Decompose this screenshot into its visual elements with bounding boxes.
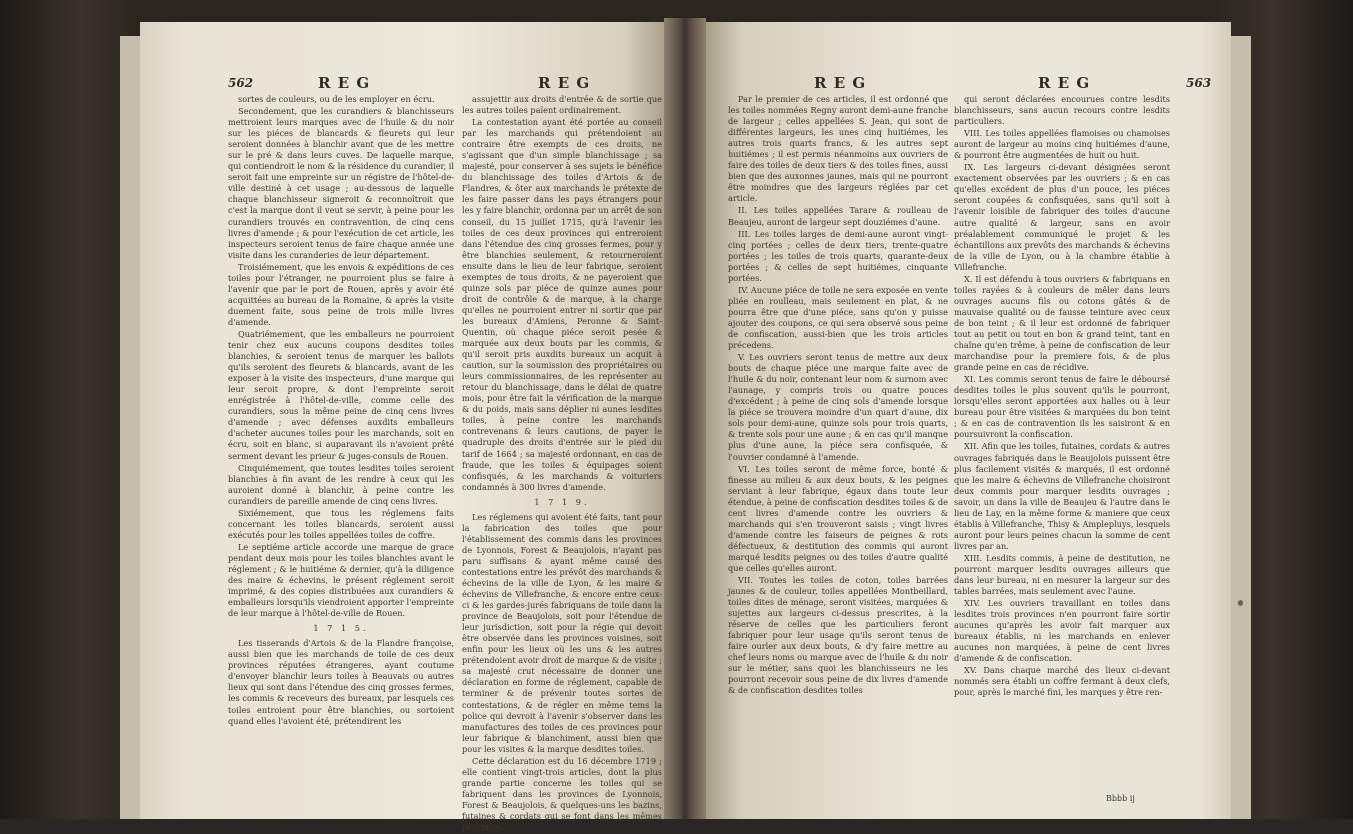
paragraph: VIII. Les toiles appellées flamoises ou chamoises auront de largeur au moins cinq huitiémes d'aune, & pourront être augmentées de huit ou huit.	[954, 128, 1170, 161]
bookmark-dot	[1238, 600, 1243, 606]
paragraph: Cinquiémement, que toutes lesdites toiles seroient blanchies à fin avant de les rendre à ceux qui les auroient donné à blanchir, à peine contre les curandiers de pareille amende de cinq cens livres.	[228, 462, 454, 506]
paragraph: XIII. Lesdits commis, à peine de destitution, ne pourront marquer lesdits ouvrages ailleurs que dans leur bureau, ni en mesurer la largeur sur des tables barrées, mais seulement avec l'aune.	[954, 552, 1170, 597]
right-header-right: R E G	[1038, 74, 1091, 92]
paragraph: Troisiémement, que les envois & expéditions de ces toiles pour l'étranger, ne pourroient plus se faire à l'avenir que par le port de Rouen, après y avoir été acquittées au bureau de la Romaine, & après la visite duement faite, sous peine de trois mille livres d'amende.	[228, 261, 454, 327]
paragraph: Sixiémement, que tous les réglemens faits concernant les toiles blancards, seroient aussi exécutés pour les toiles appellées toiles de coffre.	[228, 507, 454, 540]
book-spine	[664, 18, 706, 819]
paragraph: III. Les toiles larges de demi-aune auront vingt-cinq portées ; celles de deux tiers, trente-quatre portées ; les toiles de trois quarts, quarante-deux portées ; & celles de sept huitiémes, cinquante portées.	[728, 228, 948, 283]
paragraph: IV. Aucune piéce de toile ne sera exposée en vente pliée en roulleau, mais seulement en plat, & ne pourra être que d'une piéce, sans qu'on y puisse ajouter des coupons, ce qui sera observé sous peine de confiscation, aussi-bien que les trois articles précedens.	[728, 284, 948, 351]
paragraph: IX. Les largeurs ci-devant désignées seront exactement observées par les ouvriers ; & en cas qu'elles excédent de plus d'un pouce, les piéces seront coupées & confisquées, sans qu'il soit à l'avenir loisible de fabriquer des toiles d'aucune autre qualité & largeur, sans en avoir préalablement communiqué le projet & les échantillons aux prevôts des marchands & échevins de la ville de Lyon, ou à la chambre établie à Villefranche.	[954, 162, 1170, 272]
left-page	[140, 22, 666, 833]
left-header-left: R E G	[318, 74, 371, 92]
paragraph: 1 7 1 9.	[534, 496, 590, 507]
right-column-2	[954, 94, 1170, 700]
paragraph: Par le premier de ces articles, il est ordonné que les toiles nommées Regny auront demi-aune franche de largeur ; celles appellées S. Jean, qui sont de différentes largeurs, les unes cinq huitiémes, les autres trois quarts francs, & les autres sept huitiémes ; il est permis néanmoins aux ouvriers de faire des toiles de deux tiers & des toiles fines, aussi bien que des auxonnes jaunes, mais qui ne pourront être moindres que des largeurs réglées par cet article.	[728, 94, 948, 204]
right-page	[706, 22, 1231, 819]
left-column-1	[228, 94, 454, 728]
left-page-number: 562	[228, 76, 254, 90]
paragraph: Cette déclaration est du 16 décembre 1719 ; elle contient vingt-trois articles, dont la plus grande partie concerne les toiles qui se fabriquent dans les provinces de Lyonnois, Forest & Beaujolois, & quelques-uns les bazins, futaines & cordats qui se font dans les mêmes provinces.	[462, 755, 662, 833]
paragraph: qui seront déclarées encourues contre lesdits blanchisseurs, sans aucun recours contre lesdits particuliers.	[954, 94, 1170, 127]
paragraph: Les tisserands d'Artois & de la Flandre françoise, aussi bien que les marchands de toile de ces deux provinces réputées étrangeres, ayant coutume d'envoyer blanchir leurs toiles à Beauvais ou autres lieux qui sont dans l'étendue des cinq grosses fermes, les commis & receveurs des bureaux, par lesquels ces toiles entroient pour être blanchies, ou sortoient quand elles l'avoient été, prétendirent les	[228, 638, 454, 726]
left-column-2	[462, 94, 662, 834]
paragraph: Les réglemens qui avoient été faits, tant pour la fabrication des toiles que pour l'établissement des commis dans les provinces de Lyonnois, Forest & Beaujolois, n'ayant pas paru suffisans & ayant même causé des contestations entre les prévôt des marchands & échevins de la ville de Lyon, & les maire & échevins de Villefranche, & encore entre ceux-ci & les gardes-jurés fabriquans de toile dans la province de Beaujolois, soit pour l'étendue de leur jurisdiction, soit pour la régie qui devoit être observée dans les provinces voisines, soit enfin pour les lieux où les uns & les autres prétendoient avoir droit de marque & de visite ; sa majesté crut nécessaire de donner une déclaration en forme de réglement, capable de terminer & de prévenir toutes sortes de contestations, & de régler en même tems la police qui devroit à l'avenir s'observer dans les manufactures des toiles de ces provinces pour leur fabrique & blanchiment, aussi bien que pour les visites & la marque desdites toiles.	[462, 511, 662, 754]
paragraph: VI. Les toiles seront de même force, bonté & finesse au milieu & aux deux bouts, & les peignes serviant à leur fabrique, égaux dans toute leur étendue, à peine de confiscation desdites toiles & de cent livres d'amende contre les ouvriers & marchands qui s'en trouveront saisis ; vingt livres d'amende contre les faiseurs de peignes & rots défectueux, & destitution des commis qui auront marqué lesdits peignes ou des toiles d'autre qualité que celles qu'elles auront.	[728, 463, 948, 573]
paragraph: 1 7 1 5.	[313, 623, 369, 634]
signature-mark: Bbbb ij	[1106, 794, 1135, 803]
right-header-left: R E G	[814, 74, 867, 92]
right-column-1	[728, 94, 948, 698]
paragraph: sortes de couleurs, ou de les employer en écru.	[238, 94, 435, 104]
paragraph: XI. Les commis seront tenus de faire le déboursé desdites toiles le plus souvent qu'ils le pourront, lorsqu'elles seront apportées aux halles ou à leur bureau pour être visitées & marquées du bon teint ; & en cas de contravention ils les saisiront & en poursuivront la confiscation.	[954, 374, 1170, 440]
left-page-edges	[120, 36, 142, 819]
paragraph: XII. Afin que les toiles, futaines, cordats & autres ouvrages fabriqués dans le Beaujolois puissent être plus facilement visités & marqués, il est ordonné que les maire & échevins de Villefranche choisiront deux commis pour marquer lesdits ouvrages ; savoir, un dans la ville de Beaujeu & l'autre dans le lieu de Lay, en la même forme & maniere que ceux établis à Villefranche, Thisy & Amplepluys, lesquels auront pour leurs peines chacun la somme de cent livres par an.	[954, 441, 1170, 551]
paragraph: VII. Toutes les toiles de coton, toiles barrées jaunes & de couleur, toiles appellées Montbeillard, toiles dites de ménage, seront visitées, marquées & sujettes aux largeurs ci-dessus prescrites, à la réserve de celles que les particuliers feront fabriquer pour leur usage qu'ils seront tenus de faire ourler aux deux bouts, & d'y faire mettre au chef leurs noms ou marque avec de l'huile & du noir sur le métier, sans quoi les blanchisseurs ne les pourront recevoir sous peine de dix livres d'amende & de confiscation desdites toiles	[728, 575, 948, 696]
paragraph: La contestation ayant été portée au conseil par les marchands qui prétendoient au contraire être exempts de ces droits, ne s'agissant que d'un simple blanchissage ; sa majesté, pour conserver à ses sujets le bénéfice du blanchissage des toiles d'Artois & de Flandres, & ôter aux marchands le prétexte de les faire passer dans les pays étrangers pour les y faire blanchir, ordonna par un arrêt de son conseil, du 15 juillet 1715, qu'à l'avenir les toiles de ces deux provinces qui entreroient dans l'étendue des cinq grosses fermes, pour y être blanchies seulement, & retourneroient ensuite dans le lieu de leur fabrique, seroient exemptes de tous droits, & ne payeroient que quinze sols par piéce de quinze aunes pour droit de contrôle & de marque, à la charge qu'elles ne pourroient entrer ni sortir que par les bureaux d'Amiens, Peronne & Saint-Quentin, où chaque piéce seroit pesée & marquée aux deux bouts par les commis, & qu'il seroit pris auxdits bureaux un acquit à caution, sur la soumission des propriétaires ou leurs commissionnaires, de les représenter au retour du blanchissage, dans le délai de quatre mois, pour être fait la vérification de la marque & du poids, mais sans déplier ni aunes lesdites toiles, à peine contre les marchands contrevenans & leurs cautions, de payer le quadruple des droits d'entrée sur le pied du tarif de 1664 ; sa majesté ordonnant, en cas de fraude, que les toiles & équipages soient confisqués, & les marchands & voituriers condamnés à 300 livres d'amende.	[462, 117, 662, 492]
right-page-number: 563	[1186, 76, 1212, 90]
paragraph: X. Il est défendu à tous ouvriers & fabriquans en toiles rayées & à couleurs de mêler dans leurs ouvrages aucuns fils ou cotons gâtés & de mauvaise qualité ou de fausse teinture avec ceux de bon teint ; & il leur est ordonné de fabriquer tout au petit ou tout en bon & grand teint, tant en chaîne qu'en trême, à peine de confiscation de leur marchandise pour la premiere fois, & de plus grande peine en cas de récidive.	[954, 273, 1170, 373]
paragraph: Le septiéme article accorde une marque de grace pendant deux mois pour les toiles blanchies avant le réglement ; & le huitiéme & dernier, qu'à la diligence des maire & échevins, le présent réglement seroit imprimé, & des copies distribuées aux curandiers & emballeurs lorsqu'ils viendroient apporter l'empreinte de leur marque à l'hôtel-de-ville de Rouen.	[228, 541, 454, 619]
paragraph: V. Les ouvriers seront tenus de mettre aux deux bouts de chaque piéce une marque faite avec de l'huile & du noir, contenant leur nom & surnom avec l'aunage, y compris trois ou quatre pouces d'excédent ; à peine de cinq sols d'amende lorsque la piéce se trouvera moindre d'un quart d'aune, dix sols pour demi-aune, quinze sols pour trois quarts, & trente sols pour une aune ; & en cas qu'il manque plus d'une aune, la piéce sera confisquée, & l'ouvrier condamné à l'amende.	[728, 352, 948, 462]
paragraph: Secondement, que les curandiers & blanchisseurs mettroient leurs marques avec de l'huile & du noir sur les piéces de blancards & fleurets qui leur seroient données à blanchir avant que de les mettre sur le pré & dans leurs cuves. De laquelle marque, qui contiendroit le nom & la résidence du curandier, il seroit fait une empreinte sur un régistre de l'hôtel-de-ville destiné à cet usage ; au-dessous de laquelle chaque blanchisseur signeroit & reconnoîtroit que c'est la marque dont il veut se servir, à peine pour les curandiers trouvés en contravention, de cinq cens livres d'amende ; & pour l'exécution de cet article, les inspecteurs seroient tenus de faire chaque année une visite dans les curanderies de leur département.	[228, 106, 454, 260]
paragraph: Quatriémement, que les emballeurs ne pourroient tenir chez eux aucuns coupons desdites toiles blanchies, & seroient tenus de marquer les ballots qu'ils seroient des fleurets & blancards, avant de les exposer à la visite des inspecteurs, d'une marque qui leur seroit propre, & dont l'empreinte seroit enrégistrée à l'hôtel-de-ville, comme celle des curandiers, sous la même peine de cinq cens livres d'amende ; avec défenses auxdits emballeurs d'acheter aucunes toiles pour les marchands, soit en écru, soit en blanc, si auparavant ils n'avoient prêté serment devant les prieur & juges-consuls de Rouen.	[228, 328, 454, 461]
paragraph: II. Les toiles appellées Tarare & roulleau de Beaujeu, auront de largeur sept douziémes d'aune.	[728, 205, 948, 227]
paragraph: XIV. Les ouvriers travaillant en toiles dans lesdites trois provinces n'en pourront faire sortir aucunes qu'après les avoir fait marquer aux bureaux établis, ni les marchands en enlever aucunes non marquées, à peine de cent livres d'amende & de confiscation.	[954, 598, 1170, 664]
paragraph: assujettir aux droits d'entrée & de sortie que les autres toiles païent ordinairement.	[462, 94, 662, 116]
right-page-edges	[1229, 36, 1251, 819]
left-header-right: R E G	[538, 74, 591, 92]
paragraph: XV. Dans chaque marché des lieux ci-devant nommés sera établi un coffre fermant à deux clefs, pour, après le marché fini, les marques y être ren-	[954, 665, 1170, 698]
